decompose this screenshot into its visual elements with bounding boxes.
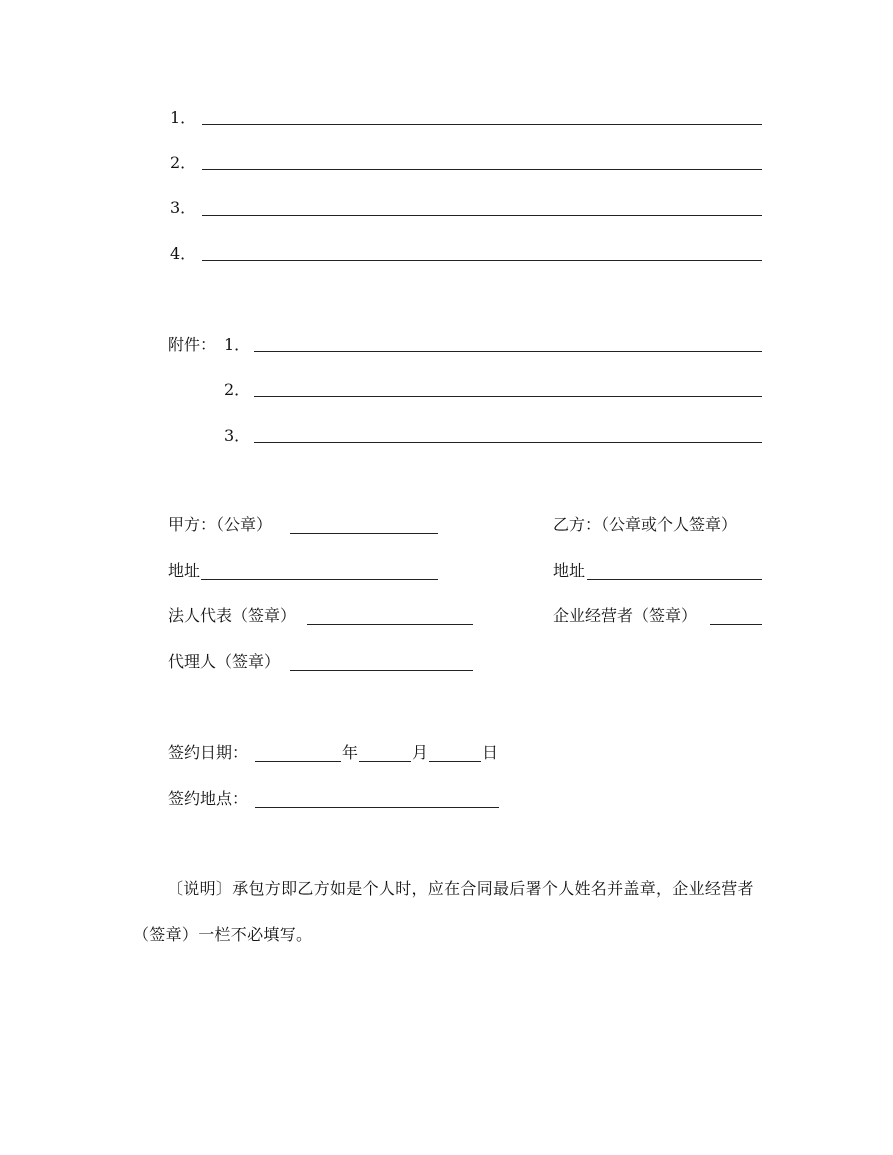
signing-place-label: 签约地点： (168, 789, 249, 808)
attachment-blank-line[interactable] (254, 351, 762, 352)
party-a-label: 甲方：（公章） (168, 515, 273, 534)
item-number: 3． (170, 198, 197, 217)
blank-line[interactable] (202, 124, 762, 125)
item-number: 4． (170, 244, 197, 263)
month-unit: 月 (412, 743, 429, 762)
signing-date-label: 签约日期： (168, 743, 249, 762)
item-number: 1． (170, 108, 197, 127)
legal-rep-label: 法人代表（签章） (168, 606, 297, 625)
agent-field[interactable] (290, 670, 473, 671)
blank-line[interactable] (202, 215, 762, 216)
party-b-address-label: 地址 (553, 561, 586, 580)
party-a-address-field[interactable] (201, 579, 438, 580)
day-field[interactable] (429, 761, 481, 762)
attachment-number: 2． (224, 380, 251, 399)
day-unit: 日 (482, 743, 499, 762)
party-a-address-label: 地址 (168, 561, 201, 580)
item-number: 2． (170, 153, 197, 172)
blank-line[interactable] (202, 260, 762, 261)
signing-place-field[interactable] (255, 807, 499, 808)
party-b-label: 乙方：（公章或个人签章） (553, 515, 738, 534)
attachment-number: 1． (224, 335, 251, 354)
operator-field[interactable] (710, 624, 762, 625)
party-b-address-field[interactable] (587, 579, 762, 580)
agent-label: 代理人（签章） (168, 652, 281, 671)
blank-line[interactable] (202, 169, 762, 170)
year-unit: 年 (342, 743, 359, 762)
attachment-number: 3． (224, 426, 251, 445)
attachment-blank-line[interactable] (254, 442, 762, 443)
month-field[interactable] (359, 761, 411, 762)
year-field[interactable] (255, 761, 341, 762)
operator-label: 企业经营者（签章） (553, 606, 698, 625)
explanatory-note: 〔说明〕承包方即乙方如是个人时，应在合同最后署个人姓名并盖章，企业经营者（签章）一栏不必填写。 (133, 879, 754, 944)
attachments-label: 附件： (168, 335, 217, 354)
attachment-blank-line[interactable] (254, 396, 762, 397)
party-a-seal-field[interactable] (290, 533, 438, 534)
legal-rep-field[interactable] (307, 624, 473, 625)
